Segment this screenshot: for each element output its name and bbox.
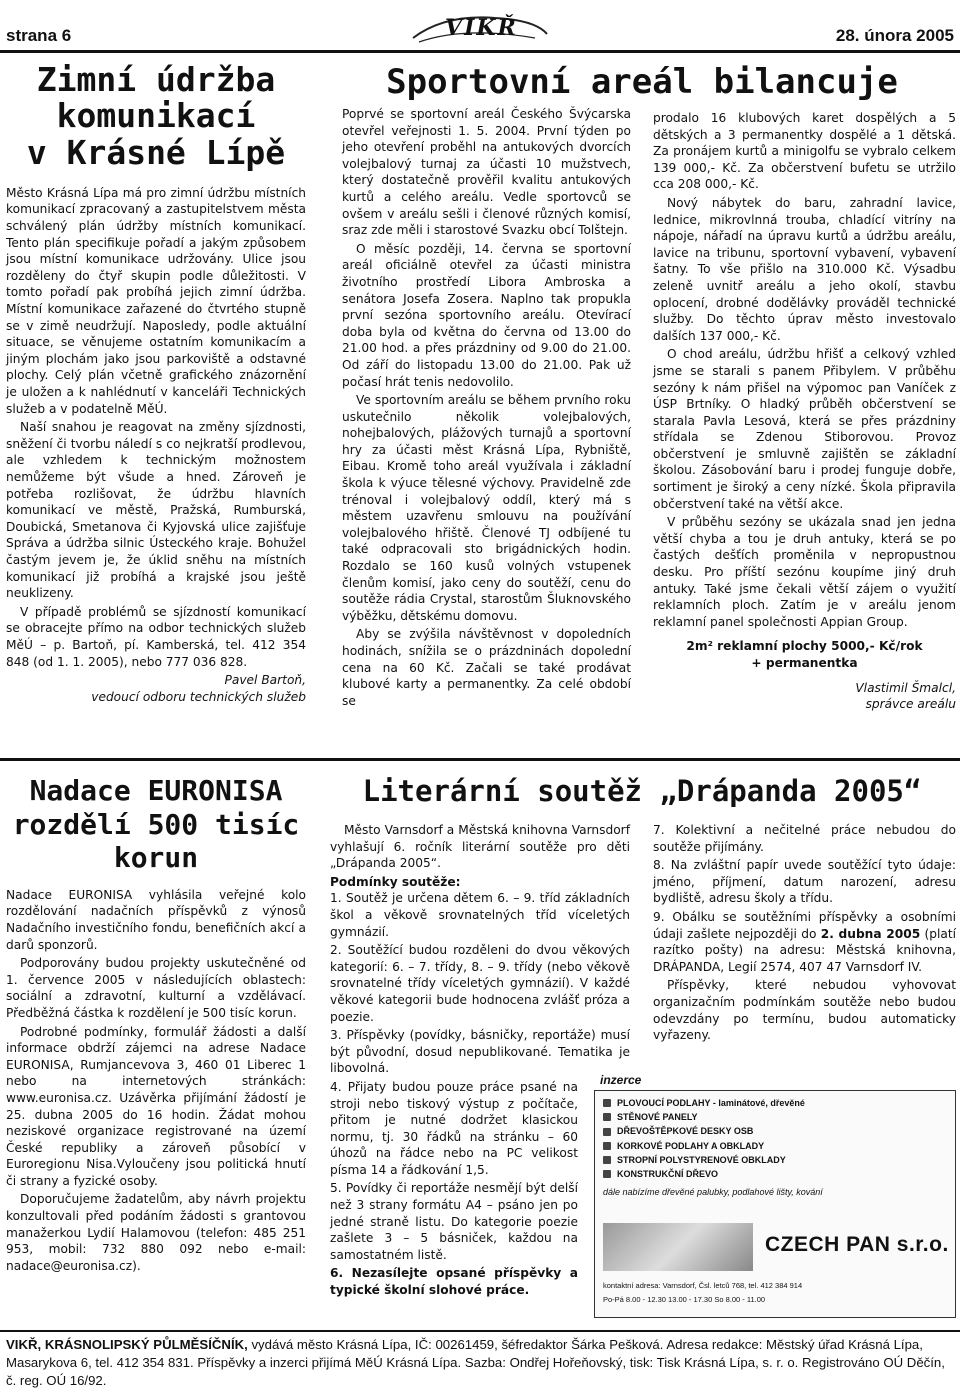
bullet-icon — [603, 1099, 611, 1107]
literary-rule-9-deadline: 2. dubna 2005 — [820, 926, 921, 941]
ad-item-label: KONSTRUKČNÍ DŘEVO — [617, 1169, 719, 1180]
euronisa-paragraph-4: Doporučujeme žadatelům, aby návrh projektu konzultovali před podáním žádosti s grantovou manažerkou Lydií Halamovou (telefon: 485 251 953, mobil: 732 880 092 nebo e-mail: nadace@euronisa.cz). — [6, 1192, 306, 1273]
ad-label: inzerce — [600, 1073, 642, 1087]
bullet-icon — [603, 1128, 611, 1136]
sport-column-2 — [653, 110, 956, 713]
literary-rule-2: 2. Soutěžící budou rozděleni do dvou věkových kategorií: 6. – 7. třídy, 8. – 9. třídy (nebo věkově srovnatelné třídy víceletých gymnázií). V každé věkové kategorii bude hodnocena zvlášť próza a poezie. — [330, 943, 630, 1024]
imprint-title: VIKŘ, KRÁSNOLIPSKÝ PŮLMĚSÍČNÍK, — [6, 1337, 248, 1352]
winter-paragraph-1: Město Krásná Lípa má pro zimní údržbu místních komunikací zpracovaný a zastupitelstvem města schválený plán údržby místních komunikací. Tento plán specifikuje pořadí a jakým způsobem jsou místní komunikace udržovány. Ulice jsou rozděleny do čtyř skupin podle důležitosti. V tomto pořadí pak probíhá jejich zimní údržba. Místní komunikace zařazené do čtvrtého stupně se v zimě neudržují. Naposledy, podle aktuální situace, se věnujeme ostatním komunikacím a jiným plochám jako jsou parkoviště a odstavné plochy. Celý plán včetně grafického znázornění je uložen a k nahlédnutí v kanceláři Technických služeb a v podatelně MěÚ. — [6, 185, 306, 416]
imprint-text: vydává město Krásná Lípa, IČ: 00261459, šéfredaktor Šárka Pešková. Adresa redakce: Městský úřad Krásná Lípa, Masarykova 6, tel. 412 354 831. Příspěvky a inzerci přijímá MěÚ Krásná Lípa. Sazba: Ondřej Hořeňovský, tisk: Tisk Krásná Lípa, s. r. o. Registrováno OÚ Děčín, č. reg. OÚ 16/92. — [6, 1337, 945, 1388]
literary-closing: Příspěvky, které nebudou vyhovovat organizačním podmínkám soutěže nebo budou odevzdány po termínu, budou automaticky vyřazeny. — [653, 978, 956, 1043]
ad-item-label: STROPNÍ POLYSTYRENOVÉ OBKLADY — [617, 1154, 786, 1165]
literary-rule-3: 3. Příspěvky (povídky, básničky, reportáže) musí být původní, dosud nepublikované. Tematika je libovolná. — [330, 1028, 630, 1076]
sport-paragraph-3: Ve sportovním areálu se během prvního roku uskutečnilo několik volejbalových, nohejbalových, plážových turnajů a sportovní hry za účasti měst Krásná Lípa, Rybniště, Eibau. Kromě toho areál využívala i základní škola k výuce tělesné výchovy. Pravidelně zde trénoval i volejbalový oddíl, který má s městem uzavřenu smlouvu na používání volejbalového hřiště. Členové TJ odbíjené tu také odpracovali sto brigádnických hodin. Rozdalo se 160 kusů volných vstupenek členům komisí, jako ceny do soutěží, cenu do soutěže rádia Crystal, starostům Šluknovského výběžku, dětskému domovu. — [342, 393, 631, 623]
bullet-icon — [603, 1156, 611, 1164]
winter-paragraph-2: Naší snahou je reagovat na změny sjízdnosti, sněžení či tvorbu náledí s co nejkratší prodlevou, ale vzhledem k technickým možnostem nemůžeme být všude a hned. Zároveň je potřeba rozlišovat, že údržbu hlavních komunikací ve městě, Pražská, Rumburská, Doubická, Smetanova či Kyjovská ulice zajišťuje Správa a údržba silnic Ústeckého kraje. Bohužel častým jevem je, že úklid sněhu na místních komunikací již probíhá a krajské jsou ještě neuklizeny. — [6, 420, 306, 601]
euronisa-paragraph-2: Podporovány budou projekty uskutečněné od 1. července 2005 v následujících oblastech: sociální a zdravotní, kulturní a vzdělávací. Předběžná částka k rozdělení je 500 tisíc korun. — [6, 956, 306, 1020]
sport-paragraph-5: prodalo 16 klubových karet dospělých a 5 dětských a 3 permanentky dospělé a 1 dětská. Za pronájem kurtů a minigolfu se vybralo celkem 139 000,- Kč. Za občerstvení bufetu se utržilo cca 208 000,- Kč. — [653, 111, 956, 192]
literary-rule-9-part1: 9. Obálku se soutěžními příspěvky a osobními údaji zašlete nejpozději do — [653, 909, 956, 941]
euronisa-title-line2: rozdělí 500 tisíc — [12, 807, 300, 841]
ad-item — [603, 1154, 955, 1166]
bullet-icon — [603, 1170, 611, 1178]
literary-intro: Město Varnsdorf a Městská knihovna Varnsdorf vyhlašují 6. ročník literární soutěže pro děti „Drápanda 2005“. — [330, 823, 630, 871]
winter-title-line1: Zimní údržba — [36, 60, 276, 99]
ad-item-label: PLOVOUCÍ PODLAHY - laminátové, dřevěné — [617, 1098, 805, 1108]
literary-rule-5: 5. Povídky či reportáže nesmějí být delší než 3 strany formátu A4 – psáno jen po jedné straně listu. Do kategorie poezie zašlete 3 – 5 básniček, každou na samostatném listě. — [330, 1181, 578, 1262]
ad-product-image — [603, 1223, 753, 1271]
ad-company-name: CZECH PAN s.r.o. — [765, 1233, 949, 1256]
literary-rule-9-part2: (platí razítko pošty) na adresu: Městská knihovna, DRÁPANDA, Legií 2574, 407 47 Varnsdorf IV. — [653, 926, 957, 974]
ad-item — [603, 1168, 955, 1180]
euronisa-title-line3: korun — [113, 841, 199, 875]
literary-rule-1: 1. Soutěž je určena dětem 6. – 9. tříd základních škol a věkově srovnatelných tříd víceletých gymnázií. — [330, 891, 630, 939]
header-rule — [0, 50, 960, 53]
sport-promo-line2: + permanentka — [751, 656, 858, 670]
literary-title: Literární soutěž „Drápanda 2005“ — [362, 774, 922, 808]
winter-paragraph-3: V případě problémů se sjízdností komunikací se obracejte přímo na odbor technických služeb MěÚ – p. Bartoň, pí. Kamberská, tel. 412 354 848 (od 1. 1. 2005), nebo 777 036 828. — [6, 604, 306, 669]
ad-item — [603, 1140, 955, 1152]
masthead-logo — [405, 8, 555, 46]
sport-paragraph-7: O chod areálu, údržbu hřišť a celkový vzhled jsme se starali s panem Přibylem. V průběhu sezóny k nám přišel na výpomoc pan Vaníček z ÚSP Brtníky. O hladký průběh občerstvení se starala Pavla Lesová, která se přes prázdniny střídala se Zdenou Stiborovou. Provoz občerstvení je smluvně zajištěn se základní školou. Zásobování baru i prodej funguje dobře, sortiment je široký a ceny nízké. Škola připravila občerstvení také na větší akce. — [653, 347, 956, 511]
page-number: strana 6 — [6, 26, 72, 45]
euronisa-paragraph-3: Podrobné podmínky, formulář žádosti a další informace obdrží zájemci na adrese Nadace EURONISA, Rumjancevova 3, 460 01 Liberec 1 nebo na internetových stránkách: www.euronisa.cz. Uzávěrka přijímání žádostí je 25. dubna 2005 do 16 hodin. Žádat mohou neziskové organizace registrované na území České republiky a zároveň působící v Euroregionu Nisa.Vyloučeny jsou politická hnutí či strany a fyzické osoby. — [6, 1024, 306, 1188]
winter-title — [6, 62, 306, 171]
sport-title: Sportovní areál bilancuje — [386, 62, 898, 102]
sport-promo-line1: 2m² reklamní plochy 5000,- Kč/rok — [686, 639, 923, 654]
euronisa-title — [6, 774, 306, 875]
ad-item — [603, 1125, 955, 1137]
ad-item-label: STĚNOVÉ PANELY — [617, 1112, 698, 1123]
ad-item — [603, 1111, 955, 1123]
winter-title-line2: komunikací — [56, 96, 256, 136]
literary-rule-9 — [653, 909, 956, 975]
ad-item-label: DŘEVOŠTĚPKOVÉ DESKY OSB — [617, 1126, 754, 1137]
bullet-icon — [603, 1142, 611, 1150]
winter-signature-name: Pavel Bartoň, — [224, 673, 306, 688]
imprint — [6, 1336, 956, 1389]
sport-paragraph-8: V průběhu sezóny se ukázala snad jen jedna větší chyba a tou je druh antuky, která se po častých dešťích proměnila v nepropustnou desku. Pro příští sezónu koupíme jiný druh antuky. Také jsme čekali větší zájem o využití reklamních ploch. Zatím je v areálu jenom reklamní panel společnosti Appian Group. — [653, 515, 956, 629]
winter-article — [6, 62, 306, 705]
sport-paragraph-1: Poprvé se sportovní areál Českého Švýcarska otevřel veřejnosti 1. 5. 2004. První týden po jeho otevření proběhl na antukových dvorcích volejbalový turnaj za účasti 10 mužstvech, který dostatečně prověřil kvalitu antukových kurtů a celého areálu. Vedle sportovců se ovšem v areálu sešli i členové různých komisí, sraz zde měli i starostové Svazku obcí Tolštejn. — [342, 107, 631, 238]
literary-rule-8: 8. Na zvláštní papír uvede soutěžící tyto údaje: jméno, příjmení, datum narození, adresu bydliště, adresu školy a třídu. — [653, 858, 956, 906]
winter-signature-role: vedoucí odboru technických služeb — [91, 689, 306, 704]
literary-column-2 — [653, 822, 956, 1046]
ad-extra-text: dále nabízíme dřevěné palubky, podlahové lišty, kování — [603, 1187, 823, 1198]
ad-box — [594, 1090, 956, 1318]
sport-signature-role: správce areálu — [865, 697, 956, 712]
euronisa-paragraph-1: Nadace EURONISA vyhlásila veřejné kolo rozdělování nadačních příspěvků z výnosů Nadačního investičního fondu, benefičních akcí a darů sponzorů. — [6, 887, 306, 952]
literary-rule-4: 4. Přijaty budou pouze práce psané na stroji nebo tiskový výstup z počítače, přitom je nutné dodržet klasickou normu, tj. 30 řádků na stránku – 60 úhozů na řádce nebo na PC velikost písma 14 a řádkování 1,5. — [330, 1079, 578, 1177]
ad-address: kontaktní adresa: Varnsdorf, Čsl. letců 768, tel. 412 384 914 — [603, 1281, 803, 1290]
sport-paragraph-6: Nový nábytek do baru, zahradní lavice, lednice, mikrovlnná trouba, chladící vitríny na nápoje, nářadí na úpravu kurtů a údržbu areálu, lavice na tribunu, sportovní vybavení, vybavení šatny. To vše přišlo na 310.000 Kč. Výsadbu zeleně uvnitř areálu a jeho okolí, stavbu oplocení, drobné dodělávky prováděl technické služby. Do těchto úprav město investovalo dalších 137 000,- Kč. — [653, 195, 956, 343]
literary-rule-6: 6. Nezasílejte opsané příspěvky a typické školní slohové práce. — [330, 1266, 578, 1298]
ad-hours: Po-Pá 8.00 - 12.30 13.00 - 17.30 So 8.00 - 11.00 — [603, 1295, 766, 1304]
ad-item — [603, 1097, 955, 1109]
mid-rule — [0, 758, 960, 761]
euronisa-title-line1: Nadace EURONISA — [29, 774, 283, 807]
sport-column-1 — [342, 106, 631, 711]
logo-text: VIKŘ — [445, 15, 518, 41]
sport-paragraph-2: O měsíc později, 14. června se sportovní areál oficiálně otevřel za účasti ministra životního prostředí Libora Ambroska a senátora Josefa Zosera. Naplno tak propukla první sezóna sportovního areálu. Otevírací doba byla od května do června od 13.00 do 21.00 hod. a přes prázdniny od 9.00 do 21.00. Od září do listopadu 13.00 do 21.00. Pak už počasí hrát tenis nedovolilo. — [342, 241, 631, 389]
literary-column-1 — [330, 822, 630, 1301]
euronisa-article — [6, 774, 306, 1276]
sport-paragraph-4: Aby se zvýšila návštěvnost v dopoledních hodinách, snížila se o prázdninách dopolední cena na 60 Kč. Začali se také prodávat klubové karty a permanentky. Za celé období se — [342, 627, 631, 708]
sport-signature-name: Vlastimil Šmalcl, — [855, 680, 956, 695]
literary-rule-7: 7. Kolektivní a nečitelné práce nebudou do soutěže přijímány. — [653, 823, 956, 854]
literary-conditions-heading: Podmínky soutěže: — [330, 874, 461, 889]
ad-item-label: KORKOVÉ PODLAHY A OBKLADY — [617, 1140, 765, 1151]
issue-date: 28. února 2005 — [835, 26, 954, 45]
bullet-icon — [603, 1113, 611, 1121]
footer-rule — [0, 1330, 960, 1332]
winter-title-line3: v Krásné Lípě — [26, 132, 286, 172]
